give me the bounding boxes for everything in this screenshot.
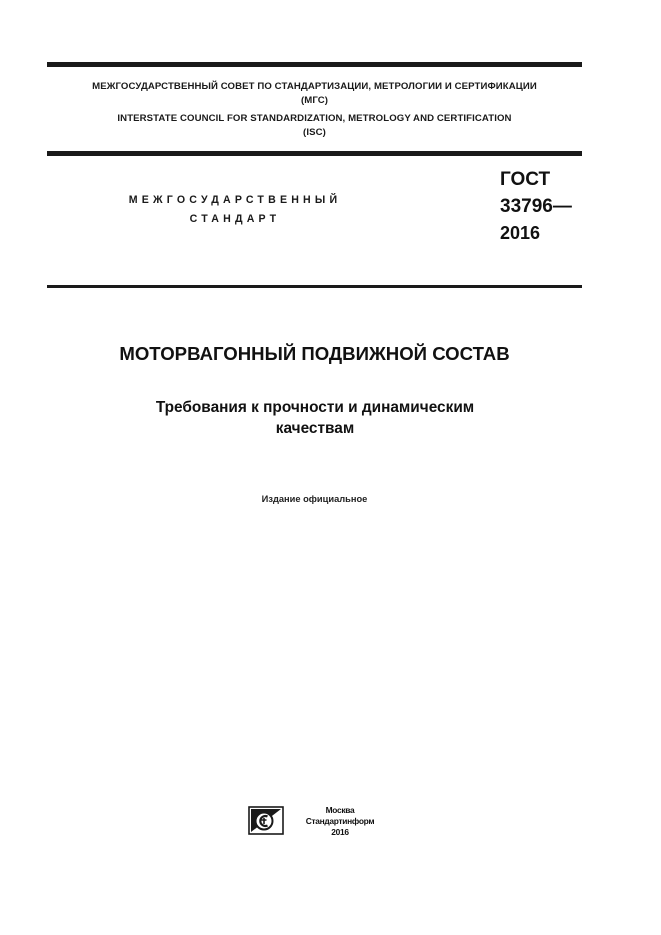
standard-kind [100,191,370,229]
designation-year: 2016 [500,223,541,243]
standard-kind-line2: СТАНДАРТ [189,213,281,225]
designation-number: 33796— [500,196,572,217]
subtitle-line1: Требования к прочности и динамическим [155,399,475,416]
middle-rule [47,151,582,156]
lower-rule [47,285,582,288]
publisher-city: Москва [325,805,355,815]
top-rule [47,62,582,67]
publisher-name: Стандартинформ [305,816,375,826]
designation-prefix: ГОСТ [500,169,551,190]
standartinform-logo-icon [248,806,284,835]
standard-kind-line1: МЕЖГОСУДАРСТВЕННЫЙ [128,194,342,206]
council-name-en-text: INTERSTATE COUNCIL FOR STANDARDIZATION, METROLOGY AND CERTIFICATION [117,113,512,124]
publisher-year: 2016 [331,827,349,837]
edition-label: Издание официальное [261,494,368,504]
publisher-block [290,805,390,838]
document-subtitle [90,397,540,439]
standard-designation [500,166,572,247]
document-title: МОТОРВАГОННЫЙ ПОДВИЖНОЙ СОСТАВ [119,343,510,364]
council-name-en [47,112,582,140]
council-name-ru [47,80,582,108]
council-abbr-ru: (МГС) [300,95,329,106]
council-abbr-en: (ISC) [303,127,326,138]
council-name-ru-text: МЕЖГОСУДАРСТВЕННЫЙ СОВЕТ ПО СТАНДАРТИЗАЦИИ, МЕТРОЛОГИИ И СЕРТИФИКАЦИИ [92,81,537,92]
subtitle-line2: качествам [275,420,355,437]
